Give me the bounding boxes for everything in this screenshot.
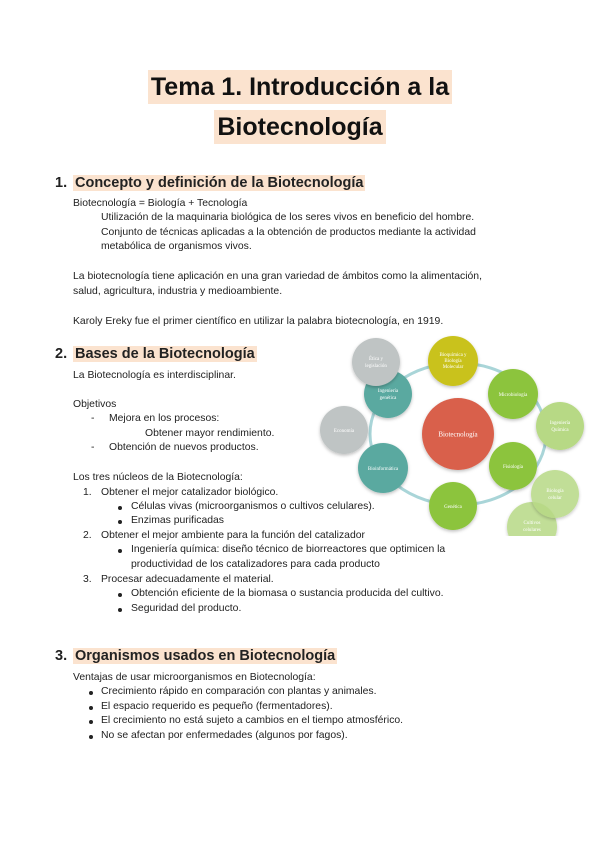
s3-bullet-1: Crecimiento rápido en comparación con plantas y animales. — [101, 686, 377, 697]
node-etica-label-2: legislación — [365, 364, 387, 369]
s1-paragraph-2: Karoly Ereky fue el primer científico en utilizar la palabra biotecnología, en 1919. — [73, 316, 444, 327]
node-bioquimica — [428, 336, 478, 386]
list-number-2: 2. — [83, 530, 92, 541]
node-bioquimica-label-2: Biología — [444, 359, 462, 364]
section-3-title: Organismos usados en Biotecnología — [75, 648, 336, 664]
s1-definition: Biotecnología = Biología + Tecnología — [73, 198, 248, 209]
center-label: Biotecnología — [438, 430, 478, 439]
s2-nucleo-3: Procesar adecuadamente el material. — [101, 574, 274, 585]
dash-marker: - — [91, 413, 95, 424]
s2-objective-1: Mejora en los procesos: — [109, 413, 220, 424]
node-cultivos-label-1: Cultivos — [523, 521, 541, 526]
s2-objective-2: Obtención de nuevos productos. — [109, 442, 259, 453]
s1-paragraph-1b: salud, agricultura, industria y medioambiente. — [73, 286, 283, 297]
section-1-title: Concepto y definición de la Biotecnología — [75, 175, 364, 191]
s1-meaning-2a: Conjunto de técnicas aplicadas a la obtención de productos mediante la actividad — [101, 227, 476, 238]
section-3-heading — [55, 648, 337, 664]
bullet — [118, 520, 122, 524]
section-3-number: 3. — [55, 648, 68, 664]
node-ingenieria-label-2: genética — [379, 396, 397, 401]
node-ingquimica-label-1: Ingeniería — [549, 421, 571, 426]
node-etica-label-1: Ética y — [368, 357, 384, 362]
bullet — [118, 593, 122, 597]
bullet — [89, 720, 93, 724]
s2-nucleo-3a: Obtención eficiente de la biomasa o sustancia producida del cultivo. — [131, 588, 444, 599]
node-biologia-label-2: celular — [548, 496, 562, 501]
bullet — [89, 706, 93, 710]
node-fisiologia-label: Fisiología — [502, 465, 524, 470]
dash-marker: - — [91, 442, 95, 453]
s3-bullet-3: El crecimiento no está sujeto a cambios en el tiempo atmosférico. — [101, 715, 404, 726]
node-genetica — [429, 482, 477, 530]
node-cultivos-label-2: celulares — [523, 528, 541, 533]
node-bioinformatica — [358, 443, 408, 493]
biotechnology-cycle-diagram — [310, 334, 595, 536]
s2-nucleo-1b: Enzimas purificadas — [131, 515, 224, 526]
s3-bullet-4: No se afectan por enfermedades (algunos por fagos). — [101, 730, 348, 741]
bullet — [118, 506, 122, 510]
section-1-number: 1. — [55, 175, 68, 191]
node-ingquimica-label-2: Química — [551, 428, 569, 433]
node-ingenieria-label-1: Ingeniería — [377, 389, 399, 394]
s2-intro: La Biotecnología es interdisciplinar. — [73, 370, 236, 381]
section-2-title: Bases de la Biotecnología — [75, 346, 255, 362]
node-biologia-celular — [531, 470, 579, 518]
node-economia — [320, 406, 368, 454]
bullet — [89, 735, 93, 739]
section-2-heading — [55, 346, 257, 362]
bullet — [89, 691, 93, 695]
node-etica — [352, 338, 400, 386]
s2-nucleo-3b: Seguridad del producto. — [131, 603, 242, 614]
s3-bullet-2: El espacio requerido es pequeño (fermentadores). — [101, 701, 333, 712]
bullet — [118, 608, 122, 612]
node-microbiologia-label: Microbiología — [498, 393, 528, 398]
s2-nucleo-2: Obtener el mejor ambiente para la función del catalizador — [101, 530, 365, 541]
list-number-3: 3. — [83, 574, 92, 585]
node-fisiologia — [489, 442, 537, 490]
node-genetica-label: Genética — [444, 505, 462, 510]
title-line-1: Tema 1. Introducción a la — [148, 70, 452, 104]
s2-objetivos: Objetivos — [73, 399, 117, 410]
node-bioquimica-label-3: Molecular — [442, 365, 464, 370]
document-title — [0, 70, 600, 144]
s1-meaning-1: Utilización de la maquinaria biológica de los seres vivos en beneficio del hombre. — [101, 212, 475, 223]
section-1-heading — [55, 175, 365, 191]
s2-nucleo-2a-2: productividad de los catalizadores para cada producto — [131, 559, 380, 570]
node-microbiologia — [488, 369, 538, 419]
node-biologia-label-1: Biología — [546, 489, 564, 494]
s1-paragraph-1a: La biotecnología tiene aplicación en una gran variedad de ámbitos como la alimentación, — [73, 271, 482, 282]
s1-meaning-2b: metabólica de organismos vivos. — [101, 241, 252, 252]
bullet — [118, 549, 122, 553]
s3-intro: Ventajas de usar microorganismos en Biotecnología: — [73, 672, 316, 683]
node-ingquimica — [536, 402, 584, 450]
section-2-number: 2. — [55, 346, 68, 362]
s2-nucleo-1: Obtener el mejor catalizador biológico. — [101, 487, 279, 498]
center-node — [422, 398, 494, 470]
s2-nucleo-1a: Células vivas (microorganismos o cultivos celulares). — [131, 501, 375, 512]
node-bioquimica-label-1: Bioquímica y — [439, 353, 467, 358]
s2-nucleos-intro: Los tres núcleos de la Biotecnología: — [73, 472, 243, 483]
title-line-2: Biotecnología — [214, 110, 385, 144]
s2-nucleo-2a-1: Ingeniería química: diseño técnico de biorreactores que optimicen la — [131, 544, 446, 555]
list-number-1: 1. — [83, 487, 92, 498]
node-economia-label: Economía — [333, 429, 355, 434]
s2-objective-1-sub: Obtener mayor rendimiento. — [145, 428, 275, 439]
node-bioinformatica-label: Bioinformática — [367, 467, 399, 472]
